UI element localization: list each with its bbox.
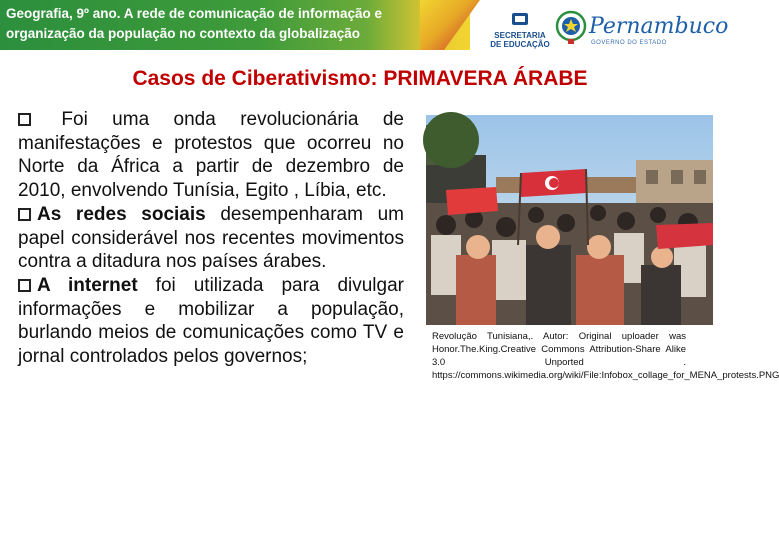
pernambuco-crest-icon — [555, 8, 587, 46]
paragraph-1 — [18, 108, 404, 203]
paragraph-3-text: foi utilizada para divulgar informações e mobilizar a população, burlando meios de comunicações como TV e jornal controlados pelos governos; — [18, 274, 404, 368]
header-title-line-1: Geografia, 9º ano. A rede de comunicação de informação e — [6, 6, 383, 21]
photo-caption-text: Revolução Tunisiana,. Autor: Original uploader was Honor.The.King.Creative Commons Attribution-Share Alike 3.0 Unported . https://commons.wikimedia.org/wiki/File:Infobox_collage_for_MENA_protests.PNG — [432, 331, 779, 381]
header-title-line-2: organização da população no contexto da globalização — [6, 26, 361, 41]
paragraph-3-bold: A internet — [37, 274, 138, 296]
paragraph-1-text: Foi uma onda revolucionária de manifestações e protestos que ocorreu no Norte da África a partir de dezembro de 2010, envolvendo Tunísia, Egito , Líbia, etc. — [18, 109, 404, 202]
governo-estado-label: GOVERNO DO ESTADO — [591, 40, 667, 46]
body-text — [18, 108, 404, 369]
checkbox-bullet-icon — [18, 279, 31, 292]
paragraph-3 — [18, 274, 404, 369]
protest-photo — [426, 115, 713, 325]
paragraph-2-bold: As redes sociais — [37, 203, 206, 225]
paragraph-2-text: desempenharam um papel considerável nos recentes movimentos contra a ditadura nos países árabes. — [18, 203, 404, 273]
checkbox-bullet-icon — [18, 208, 31, 221]
checkbox-bullet-icon — [18, 113, 31, 126]
governo-pernambuco-logo — [555, 6, 729, 52]
slide-title: Casos de Ciberativismo: PRIMAVERA ÁRABE — [132, 67, 588, 90]
protest-crowd-image — [426, 115, 713, 325]
secretaria-educacao-logo — [490, 12, 550, 48]
pernambuco-wordmark: Pernambuco — [589, 14, 729, 39]
secretaria-label-2: DE EDUCAÇÃO — [490, 40, 550, 49]
secretaria-label-1: SECRETARIA — [494, 31, 546, 40]
secretaria-emblem-icon — [490, 12, 550, 26]
photo-caption — [432, 330, 779, 382]
header-bar — [0, 0, 729, 60]
paragraph-2 — [18, 203, 404, 274]
header-title — [6, 4, 476, 44]
